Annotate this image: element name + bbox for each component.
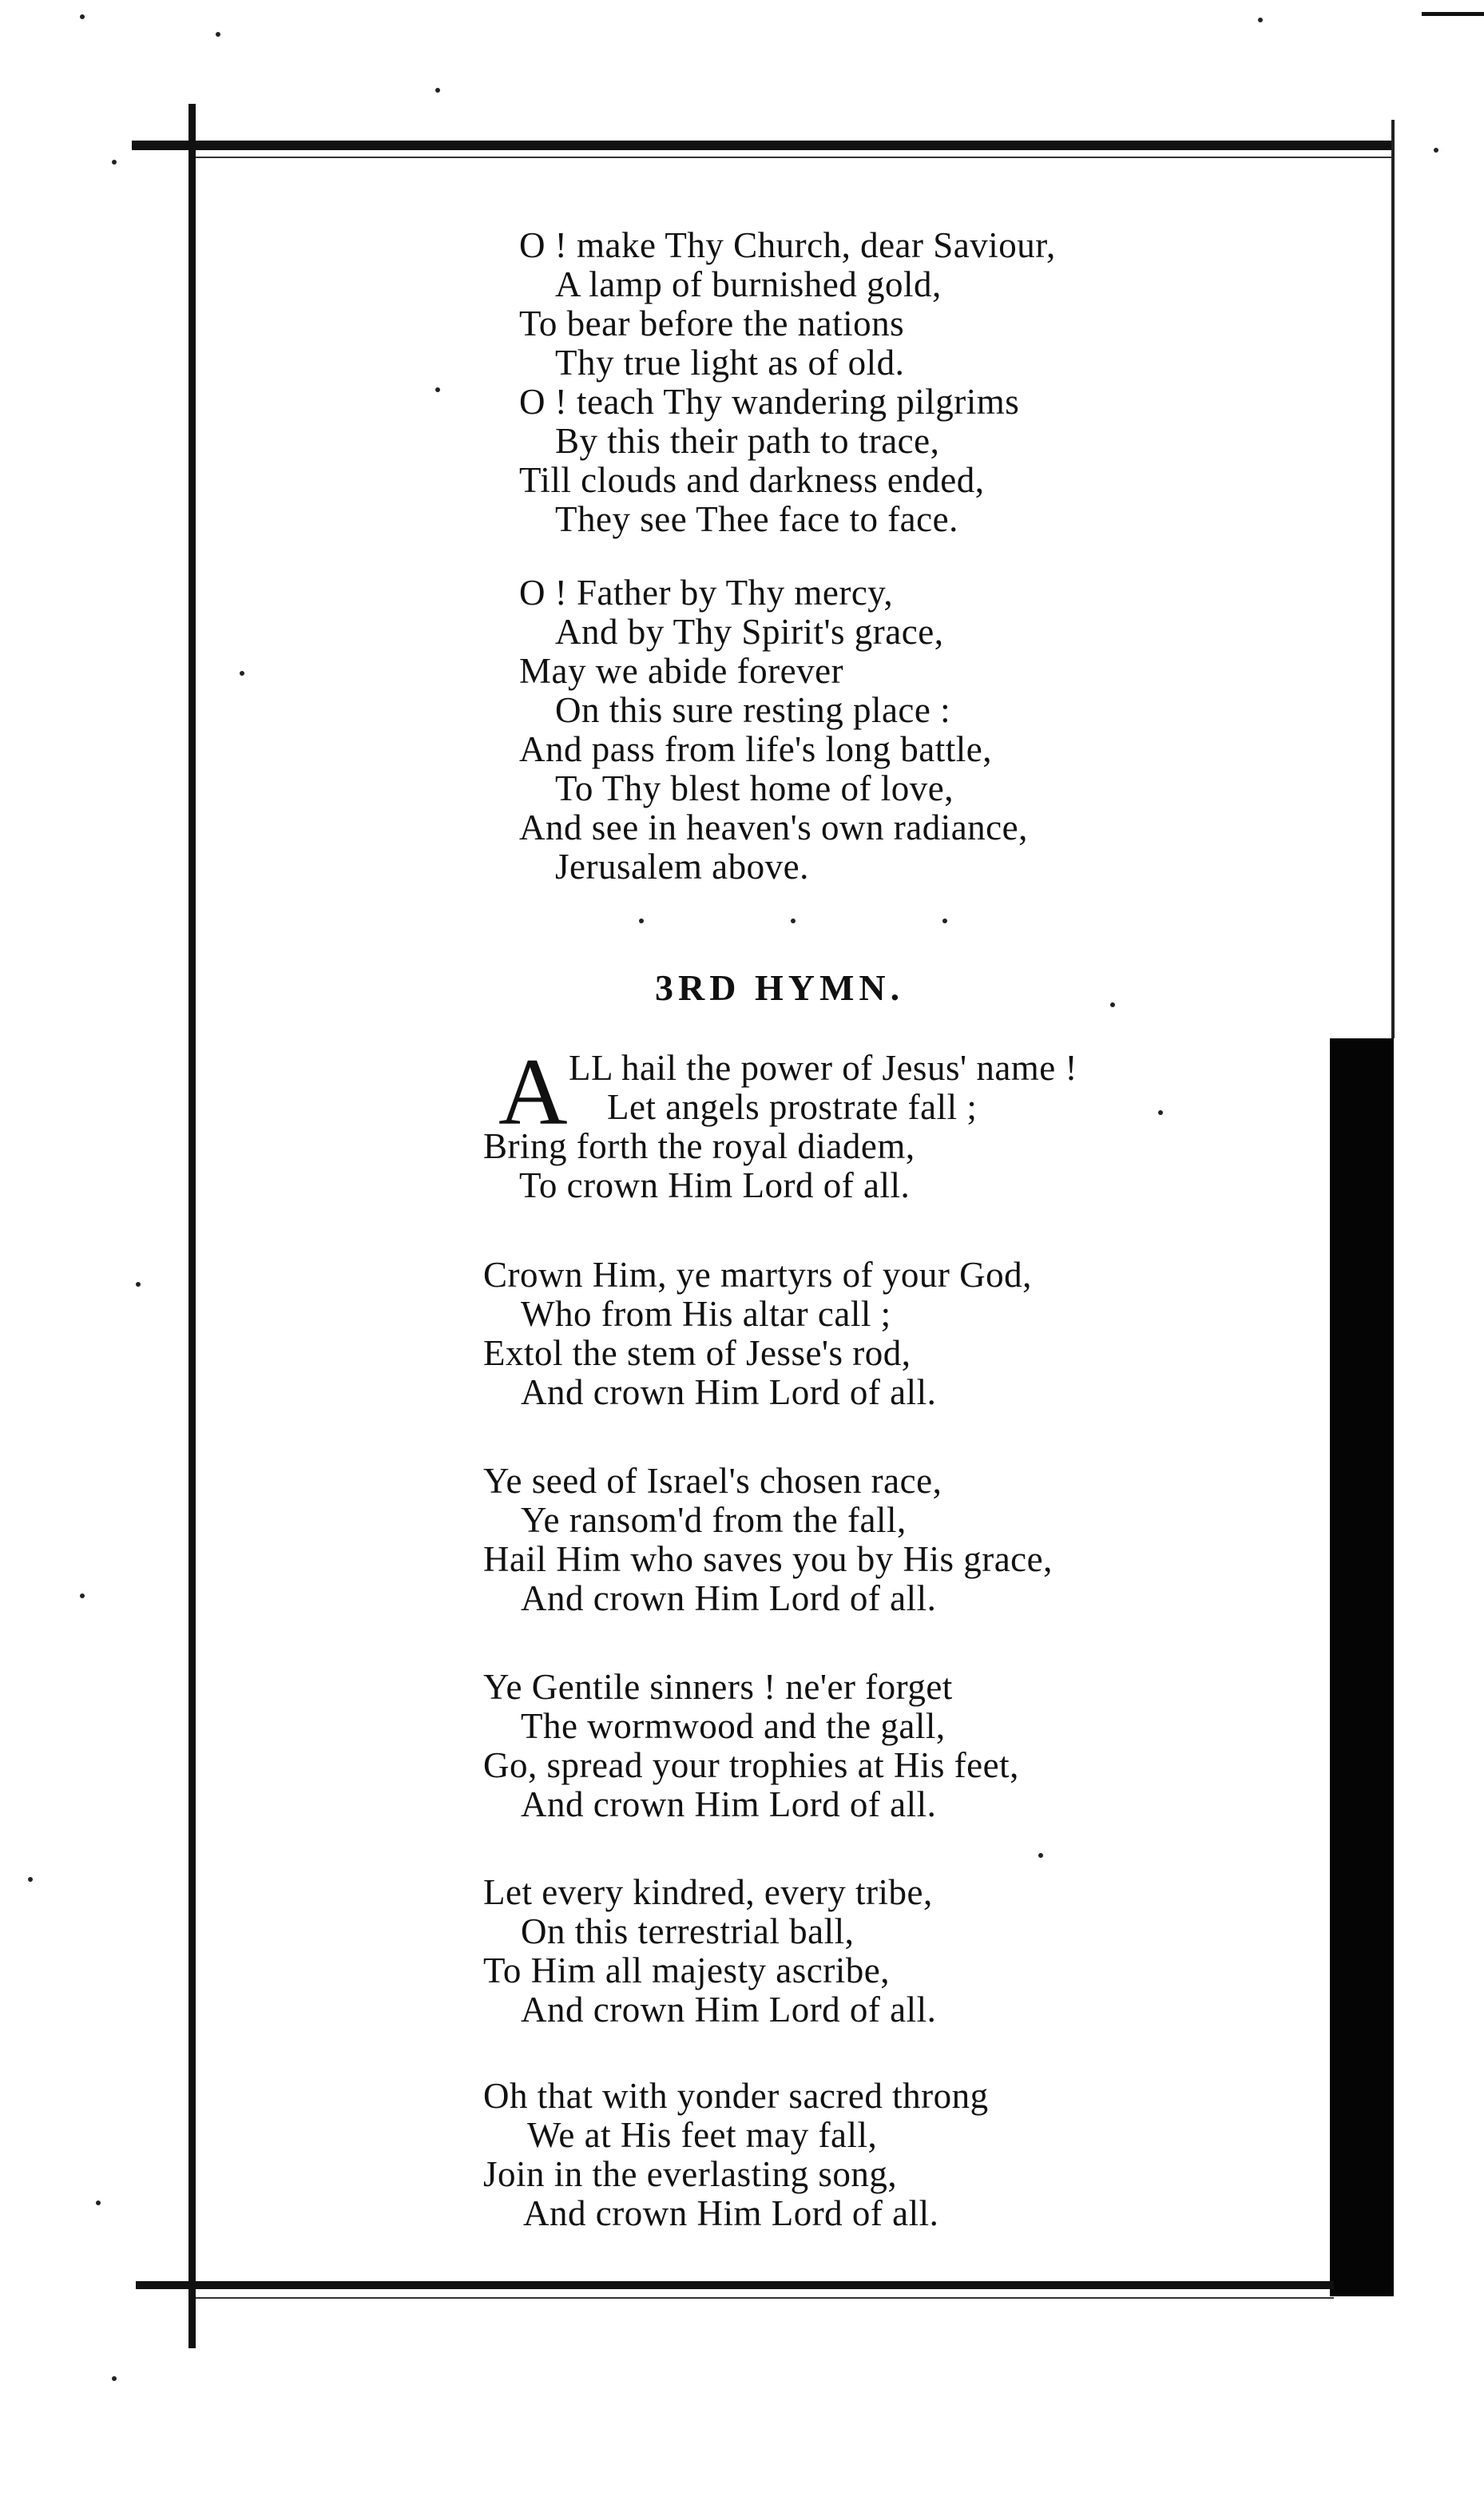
verse-line: To Thy blest home of love, — [555, 768, 954, 808]
speck — [112, 2376, 117, 2381]
frame-rule-bottom — [136, 2281, 1334, 2289]
speck — [791, 919, 796, 923]
drop-cap: A — [498, 1038, 568, 1145]
verse-line: O ! Father by Thy mercy, — [519, 573, 894, 613]
frame-rule-top-inner — [192, 157, 1394, 158]
verse-line: We at His feet may fall, — [527, 2115, 878, 2155]
speck — [1158, 1110, 1163, 1115]
verse-line: On this sure resting place : — [555, 690, 951, 730]
verse-line: O ! teach Thy wandering pilgrims — [519, 382, 1020, 422]
speck — [942, 919, 947, 923]
speck — [80, 14, 85, 19]
speck — [28, 1877, 33, 1882]
verse-line: On this terrestrial ball, — [521, 1911, 855, 1951]
verse-line: They see Thee face to face. — [555, 499, 958, 539]
frame-rule-bottom-inner — [196, 2297, 1334, 2299]
speck — [1434, 148, 1438, 153]
verse-line: And see in heaven's own radiance, — [519, 808, 1028, 847]
verse-line: And crown Him Lord of all. — [521, 1990, 937, 2030]
verse-line: And crown Him Lord of all. — [523, 2193, 939, 2233]
verse-line: O ! make Thy Church, dear Saviour, — [519, 225, 1056, 265]
verse-line: Hail Him who saves you by His grace, — [483, 1539, 1053, 1579]
speck — [136, 1282, 141, 1287]
speck — [80, 1593, 85, 1598]
verse-line: Extol the stem of Jesse's rod, — [483, 1333, 911, 1373]
corner-mark — [1422, 12, 1484, 16]
verse-line: Bring forth the royal diadem, — [483, 1126, 915, 1166]
verse-line: The wormwood and the gall, — [521, 1706, 946, 1746]
verse-line: LL hail the power of Jesus' name ! — [569, 1048, 1078, 1088]
verse-line: Ye ransom'd from the fall, — [521, 1500, 907, 1540]
verse-line: Let every kindred, every tribe, — [483, 1872, 933, 1912]
verse-line: Let angels prostrate fall ; — [607, 1087, 978, 1127]
verse-line: And crown Him Lord of all. — [521, 1578, 937, 1618]
verse-line: A lamp of burnished gold, — [555, 264, 942, 304]
verse-line: Crown Him, ye martyrs of your God, — [483, 1255, 1032, 1295]
speck — [639, 919, 644, 923]
speck — [435, 387, 440, 392]
speck — [96, 2200, 101, 2205]
verse-line: And pass from life's long battle, — [519, 729, 993, 769]
hymn-heading: 3RD HYMN. — [655, 967, 905, 1008]
speck — [112, 160, 117, 165]
verse-line: And by Thy Spirit's grace, — [555, 612, 944, 652]
verse-line: And crown Him Lord of all. — [521, 1372, 937, 1412]
speck — [240, 671, 244, 676]
verse-line: May we abide forever — [519, 651, 844, 691]
verse-line: To Him all majesty ascribe, — [483, 1950, 890, 1990]
verse-line: Ye seed of Israel's chosen race, — [483, 1461, 942, 1501]
verse-line: Jerusalem above. — [555, 847, 809, 887]
frame-rule-right — [1391, 120, 1395, 1038]
verse-line: Thy true light as of old. — [555, 343, 905, 383]
verse-line: Oh that with yonder sacred throng — [483, 2076, 989, 2116]
speck — [216, 32, 220, 37]
speck — [435, 88, 440, 93]
verse-line: And crown Him Lord of all. — [521, 1784, 937, 1824]
verse-line: Ye Gentile sinners ! ne'er forget — [483, 1667, 953, 1707]
verse-line: To crown Him Lord of all. — [519, 1165, 911, 1205]
verse-line: By this their path to trace, — [555, 421, 940, 461]
verse-line: Go, spread your trophies at His feet, — [483, 1745, 1019, 1785]
frame-rule-left — [188, 104, 196, 2348]
verse-line: Who from His altar call ; — [521, 1294, 891, 1334]
verse-line: Till clouds and darkness ended, — [519, 460, 985, 500]
scan-dark-edge — [1330, 1038, 1394, 2296]
frame-rule-top — [132, 141, 1394, 150]
speck — [1110, 1002, 1115, 1007]
verse-line: To bear before the nations — [519, 304, 905, 343]
verse-line: Join in the everlasting song, — [483, 2154, 898, 2194]
speck — [1258, 18, 1263, 22]
speck — [1038, 1853, 1043, 1858]
